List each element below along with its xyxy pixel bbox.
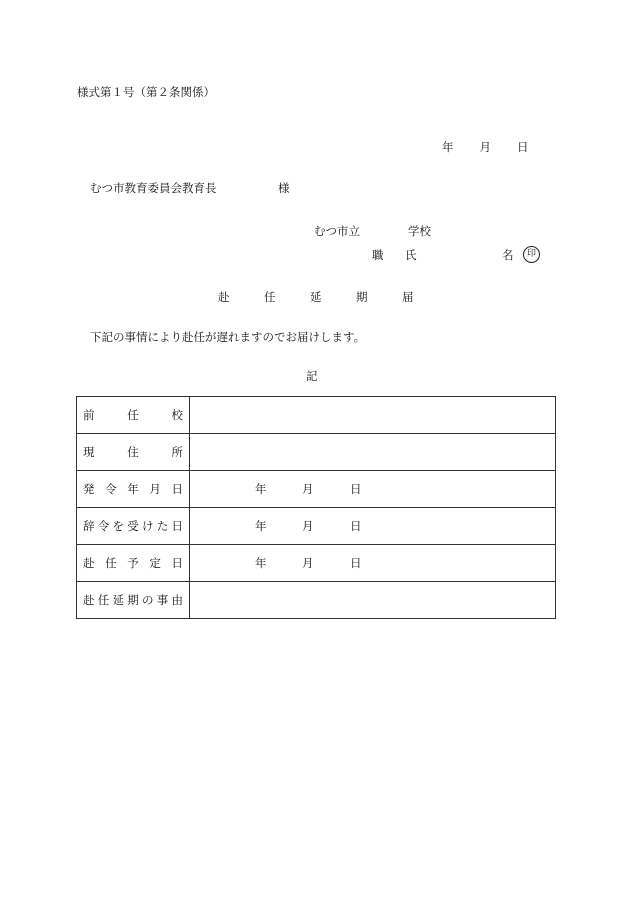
label-char: 延 — [112, 593, 124, 607]
label-char: 事 — [156, 593, 169, 607]
date-header — [442, 139, 529, 155]
label-char: 所 — [171, 445, 183, 459]
name-label-2: 名 — [502, 248, 514, 262]
delay-reason-field[interactable] — [190, 582, 556, 619]
label-char: 令 — [97, 519, 110, 533]
receipt-date-field[interactable] — [190, 508, 556, 545]
label-char: 現 — [83, 445, 95, 459]
date-day: 日 — [350, 482, 362, 496]
body-text: 下記の事情により赴任が遅れますのでお届けします。 — [90, 330, 366, 344]
row-label — [77, 471, 190, 508]
addressee-name: むつ市教育委員会教育長 — [90, 181, 217, 195]
label-char: 日 — [171, 482, 183, 496]
date-year: 年 — [255, 482, 267, 496]
date-year: 年 — [255, 556, 267, 570]
document-title — [218, 289, 448, 305]
label-char: た — [156, 519, 169, 533]
date-month: 月 — [302, 556, 314, 570]
label-char: 発 — [83, 482, 95, 496]
table-row — [77, 471, 556, 508]
row-label — [77, 434, 190, 471]
label-char: 年 — [127, 482, 139, 496]
row-label — [77, 582, 190, 619]
label-char: 赴 — [83, 593, 95, 607]
label-char: 任 — [105, 556, 117, 570]
label-char: 由 — [171, 593, 183, 607]
label-char: 月 — [149, 482, 161, 496]
label-char: け — [142, 519, 154, 533]
ki-heading: 記 — [306, 369, 318, 383]
label-char: 受 — [127, 519, 139, 533]
row-label — [77, 397, 190, 434]
appointment-date-field[interactable] — [190, 471, 556, 508]
label-char: 日 — [171, 556, 183, 570]
label-char: 前 — [83, 408, 95, 422]
label-char: の — [142, 593, 154, 607]
addressee-honorific: 様 — [278, 181, 290, 195]
label-char: 予 — [127, 556, 139, 570]
label-char: 住 — [127, 445, 139, 459]
previous-school-field[interactable] — [190, 397, 556, 434]
title-char: 届 — [402, 290, 414, 304]
form-number: 様式第１号（第２条関係） — [77, 85, 215, 99]
label-char: 期 — [127, 593, 139, 607]
table-row — [77, 397, 556, 434]
scheduled-date-field[interactable] — [190, 545, 556, 582]
label-char: 令 — [105, 482, 117, 496]
table-row — [77, 545, 556, 582]
name-label-1: 氏 — [405, 248, 417, 262]
seal-mark: 印 — [523, 246, 540, 263]
title-char: 任 — [264, 290, 276, 304]
table-row — [77, 582, 556, 619]
title-char: 延 — [310, 290, 322, 304]
row-label — [77, 508, 190, 545]
label-char: 日 — [171, 519, 183, 533]
school-prefix: むつ市立 — [314, 224, 360, 238]
school-suffix: 学校 — [408, 224, 431, 238]
date-month: 月 — [302, 519, 314, 533]
position-label: 職 — [372, 248, 384, 262]
label-char: 任 — [127, 408, 139, 422]
date-year: 年 — [442, 140, 454, 154]
date-day: 日 — [350, 556, 362, 570]
label-char: 定 — [149, 556, 161, 570]
title-char: 赴 — [218, 290, 230, 304]
date-day: 日 — [517, 140, 529, 154]
label-char: を — [112, 519, 124, 533]
date-month: 月 — [479, 140, 491, 154]
table-row — [77, 508, 556, 545]
form-table — [76, 396, 556, 619]
current-address-field[interactable] — [190, 434, 556, 471]
date-day: 日 — [350, 519, 362, 533]
date-year: 年 — [255, 519, 267, 533]
label-char: 校 — [171, 408, 183, 422]
label-char: 任 — [97, 593, 110, 607]
table-row — [77, 434, 556, 471]
date-month: 月 — [302, 482, 314, 496]
title-char: 期 — [356, 290, 368, 304]
row-label — [77, 545, 190, 582]
label-char: 辞 — [83, 519, 95, 533]
label-char: 赴 — [83, 556, 95, 570]
